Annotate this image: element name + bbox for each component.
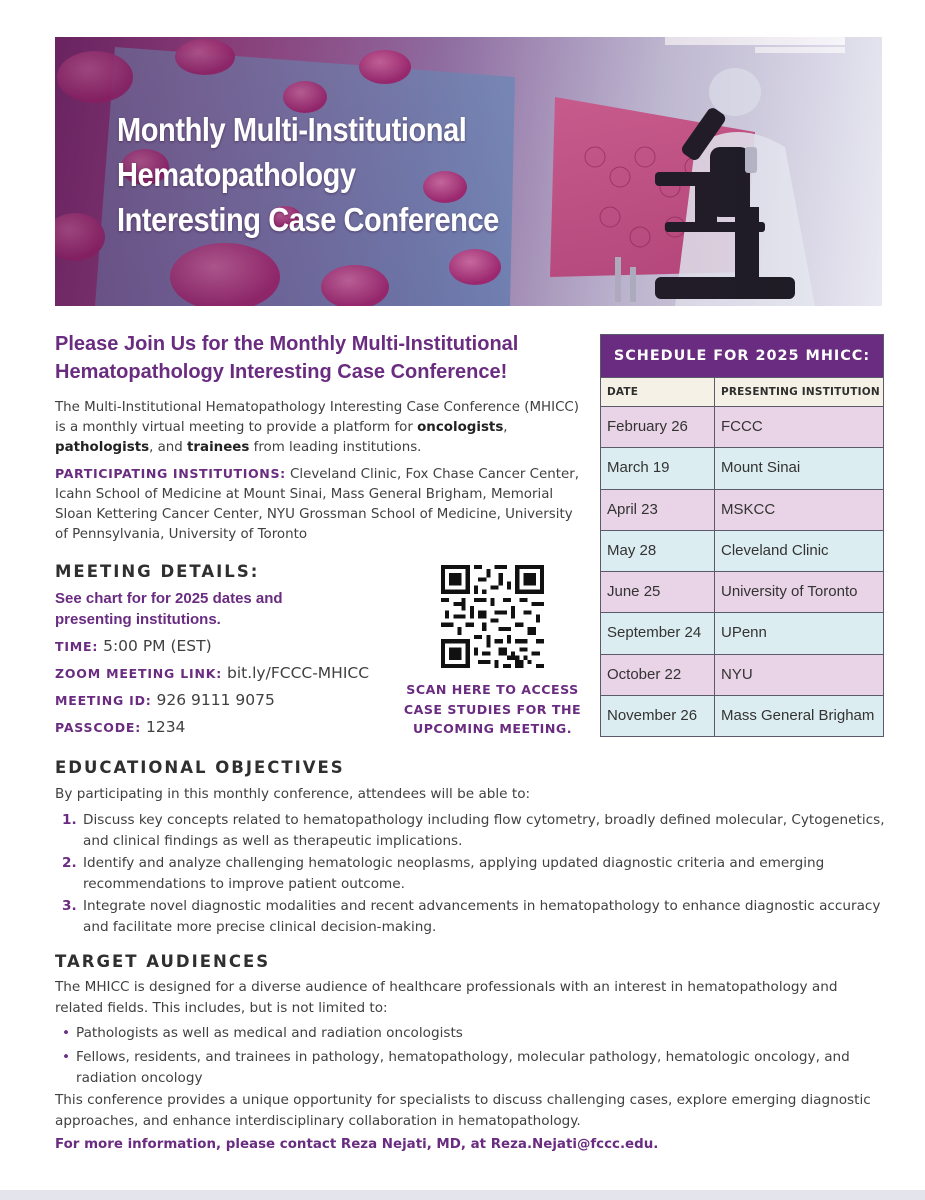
intro-text: from leading institutions. — [249, 440, 422, 455]
meeting-passcode — [55, 718, 185, 736]
objective-text: Integrate novel diagnostic modalities and recent advancements in hematopathology to enhance diagnostic accuracy and facilitate more precise clinical decision-making. — [83, 898, 881, 935]
objectives-heading: EDUCATIONAL OBJECTIVES — [55, 758, 345, 777]
meeting-id-label: MEETING ID: — [55, 693, 152, 708]
row-institution: UPenn — [721, 624, 767, 642]
qr-caption: SCAN HERE TO ACCESS CASE STUDIES FOR THE UPCOMING MEETING. — [403, 682, 582, 736]
schedule-column-headers — [601, 377, 883, 406]
row-institution: Mount Sinai — [721, 459, 801, 477]
row-date: June 25 — [601, 572, 715, 612]
table-row — [601, 695, 883, 736]
intro-text: , — [503, 420, 508, 435]
passcode-value: 1234 — [141, 718, 186, 736]
row-date: February 26 — [601, 407, 715, 447]
row-institution: NYU — [721, 665, 753, 683]
join-heading: Please Join Us for the Monthly Multi-Institutional Hematopathology Interesting Case Conference! — [55, 333, 519, 383]
contact-line[interactable]: For more information, please contact Reza Nejati, MD, at Reza.Nejati@fccc.edu. — [55, 1137, 659, 1152]
hero-title-line: Monthly Multi-Institutional — [117, 111, 467, 148]
row-institution: Cleveland Clinic — [721, 541, 829, 559]
table-row — [601, 530, 883, 571]
intro-trainees: trainees — [187, 440, 250, 455]
meeting-id — [55, 691, 275, 709]
meeting-time — [55, 637, 212, 655]
hero-title-line: Hematopathology — [117, 156, 356, 193]
objective-text: Identify and analyze challenging hematologic neoplasms, applying updated diagnostic criteria and emerging recommendations to improve patient outcome. — [83, 855, 825, 892]
intro-oncologists: oncologists — [417, 420, 504, 435]
schedule-table — [600, 334, 884, 737]
bullet-icon: • — [62, 1025, 71, 1041]
table-row — [601, 406, 883, 447]
participating-institutions — [55, 464, 585, 545]
row-date: May 28 — [601, 531, 715, 571]
participating-text: Cleveland Clinic, Fox Chase Cancer Center, Icahn School of Medicine at Mount Sinai, Mass General Brigham, Memorial Sloan Kettering Cancer Center, NYU Grossman School of Medicine, University of Pennsylvania, University of Toronto — [55, 467, 579, 542]
row-institution: University of Toronto — [721, 583, 858, 600]
table-row — [601, 654, 883, 695]
audiences-heading: TARGET AUDIENCES — [55, 952, 271, 971]
row-date: September 24 — [601, 613, 715, 653]
hero-title — [117, 107, 539, 242]
column-header-date: DATE — [601, 378, 715, 406]
table-row — [601, 571, 883, 612]
objective-item — [55, 896, 885, 938]
row-date: October 22 — [601, 655, 715, 695]
intro-pathologists: pathologists — [55, 440, 150, 455]
row-date: April 23 — [601, 490, 715, 530]
intro-paragraph — [55, 398, 585, 458]
row-date: March 19 — [601, 448, 715, 488]
row-institution: MSKCC — [721, 500, 776, 518]
bullet-text: Fellows, residents, and trainees in pathology, hematopathology, molecular pathology, hematologic oncology, and radiation oncology — [76, 1049, 850, 1086]
bullet-icon: • — [62, 1049, 71, 1065]
audiences-intro: The MHICC is designed for a diverse audience of healthcare professionals with an interest in hematopathology and related fields. This includes, but is not limited to: — [55, 979, 838, 1016]
passcode-label: PASSCODE: — [55, 720, 142, 735]
time-label: TIME: — [55, 639, 99, 654]
objective-text: Discuss key concepts related to hematopathology including flow cytometry, broadly defined molecular, Cytogenetics, and clinical findings as well as therapeutic implications. — [83, 812, 885, 849]
objectives-intro: By participating in this monthly conference, attendees will be able to: — [55, 786, 531, 802]
meeting-details-heading: MEETING DETAILS: — [55, 562, 260, 581]
zoom-label: ZOOM MEETING LINK: — [55, 666, 223, 681]
bullet-text: Pathologists as well as medical and radiation oncologists — [76, 1025, 463, 1041]
column-header-institution: PRESENTING INSTITUTION — [721, 386, 880, 398]
see-chart-note: See chart for for 2025 dates and presenting institutions. — [55, 590, 283, 628]
hero-title-line: Interesting Case Conference — [117, 201, 499, 238]
time-value: 5:00 PM (EST) — [98, 637, 212, 655]
row-institution: Mass General Brigham — [721, 706, 875, 724]
intro-text: , and — [149, 440, 188, 455]
meeting-id-value: 926 9111 9075 — [151, 691, 275, 709]
bottom-edge — [0, 1190, 925, 1200]
table-row — [601, 612, 883, 653]
participating-label: PARTICIPATING INSTITUTIONS: — [55, 466, 286, 481]
meeting-zoom — [55, 664, 369, 682]
schedule-title: SCHEDULE FOR 2025 MHICC: — [601, 335, 883, 377]
objective-item — [55, 810, 885, 852]
table-row — [601, 447, 883, 488]
audience-bullet — [60, 1047, 880, 1089]
objective-number: 1. — [62, 812, 77, 828]
intro-text: The Multi-Institutional Hematopathology Interesting Case Conference (MHICC) is a monthly virtual meeting to provide a platform for — [55, 400, 579, 435]
audiences-closing: This conference provides a unique opportunity for specialists to discuss challenging cases, explore emerging diagnostic approaches, and enhance interdisciplinary collaboration in hematopathology. — [55, 1092, 871, 1129]
row-institution: FCCC — [721, 418, 763, 435]
table-row — [601, 489, 883, 530]
objective-number: 3. — [62, 898, 77, 914]
qr-code[interactable] — [440, 565, 545, 668]
zoom-link[interactable]: bit.ly/FCCC-MHICC — [222, 664, 370, 682]
row-date: November 26 — [601, 696, 715, 736]
hero-banner — [55, 37, 882, 306]
objective-item — [55, 853, 885, 895]
objective-number: 2. — [62, 855, 77, 871]
audience-bullet — [60, 1023, 880, 1044]
